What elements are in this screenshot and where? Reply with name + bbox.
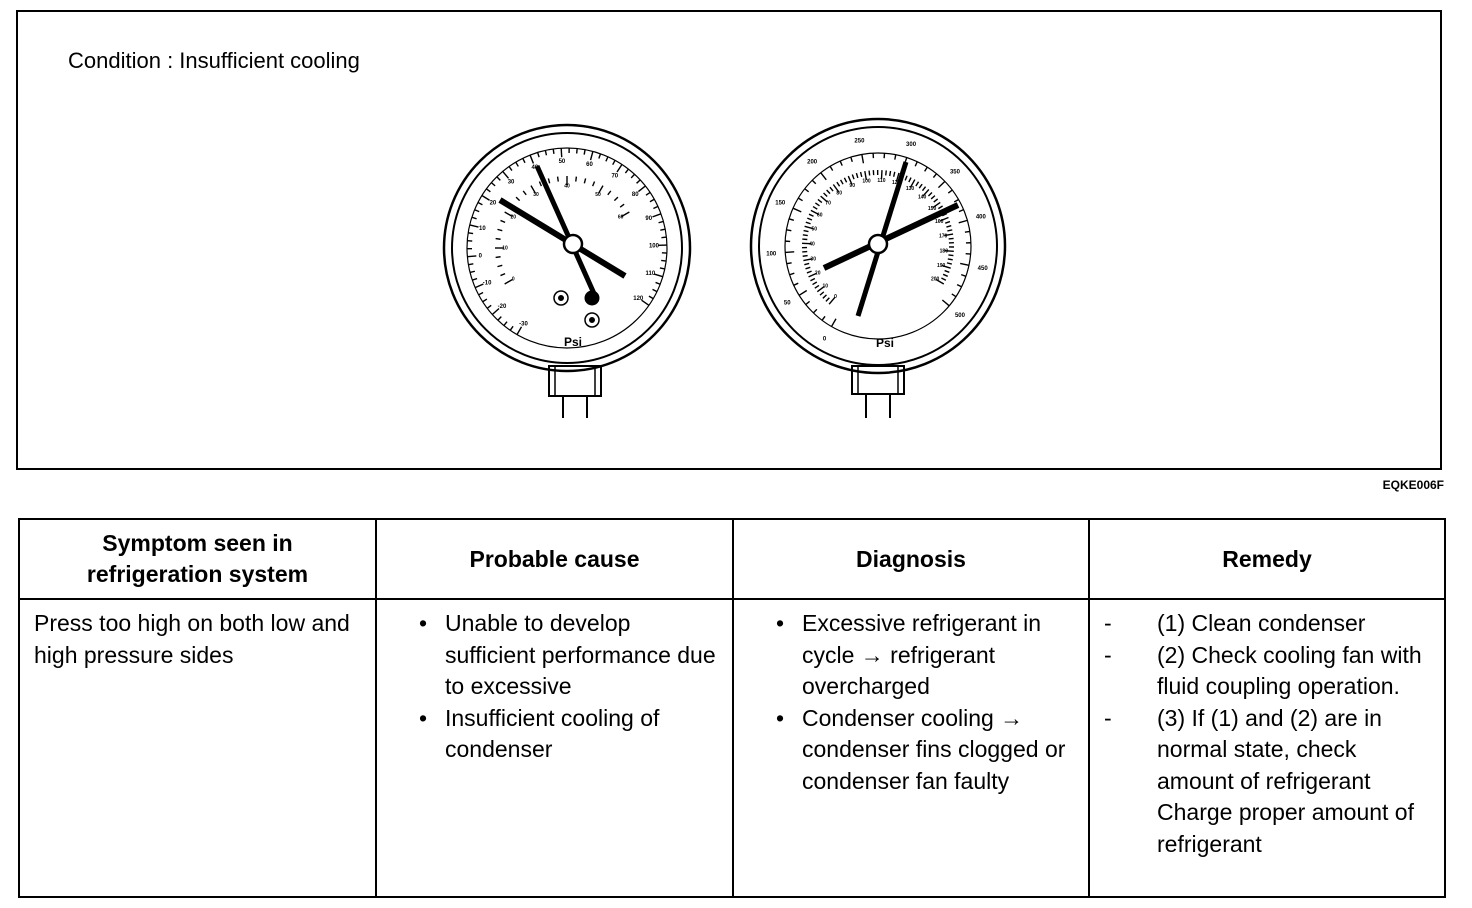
table-row: [19, 599, 1445, 897]
scale-tick: [841, 180, 843, 184]
scale-tick: [957, 285, 961, 287]
scale-tick: [938, 181, 944, 187]
scale-label-high-outer: 250: [854, 138, 865, 145]
scale-tick: [851, 157, 852, 162]
scale-tick: [577, 149, 578, 154]
scale-tick: [959, 220, 968, 222]
scale-label-high-inner: 160: [935, 218, 944, 225]
remedy-cell: [1089, 599, 1445, 897]
scale-tick: [931, 196, 935, 199]
scale-tick: [606, 157, 608, 162]
scale-label-high-inner: 120: [892, 180, 901, 187]
remedy-item: - (1) Clean condenser: [1104, 608, 1430, 640]
scale-tick: [941, 278, 945, 280]
scale-tick: [803, 256, 808, 257]
scale-label-high-outer: 150: [775, 200, 786, 207]
header-symptom: [19, 519, 376, 599]
scale-tick: [806, 222, 811, 224]
scale-tick: [608, 191, 611, 195]
scale-tick: [553, 149, 554, 154]
diagnosis-table: [18, 518, 1446, 898]
scale-tick: [654, 274, 663, 277]
scale-label-high-inner: 40: [809, 241, 815, 248]
scale-tick: [653, 206, 658, 208]
scale-label-low-outer: 50: [558, 159, 566, 166]
scale-tick: [470, 271, 475, 272]
scale-tick: [637, 180, 641, 183]
scale-tick: [530, 155, 533, 163]
scale-label-low-inner: 50: [595, 191, 601, 198]
scale-tick: [938, 206, 942, 209]
scale-tick: [548, 178, 549, 183]
scale-tick: [653, 214, 661, 217]
scale-tick: [638, 186, 645, 192]
scale-label-low-outer: 20: [489, 200, 497, 207]
scale-tick: [952, 294, 956, 297]
scale-tick: [806, 267, 811, 269]
figure-code: EQKE006F: [1382, 478, 1444, 492]
scale-label-high-inner: 150: [927, 205, 937, 212]
scale-tick: [919, 184, 922, 188]
scale-tick: [561, 148, 562, 157]
scale-label-high-inner: 140: [917, 194, 927, 201]
scale-tick: [631, 174, 634, 178]
scale-tick: [500, 220, 505, 222]
scale-tick: [922, 187, 925, 191]
scale-tick: [504, 322, 507, 326]
scale-tick: [844, 178, 846, 182]
scale-label-high-inner: 200: [930, 276, 940, 283]
scale-tick: [614, 197, 618, 201]
scale-tick: [810, 279, 814, 281]
scale-tick: [468, 233, 473, 234]
table-header-row: [19, 519, 1445, 599]
scale-tick: [965, 231, 970, 232]
scale-tick: [895, 155, 896, 160]
scale-tick: [948, 255, 953, 256]
scale-label-high-inner: 50: [811, 226, 818, 233]
scale-tick: [650, 199, 654, 201]
scale-tick: [472, 279, 477, 281]
scale-tick: [497, 265, 502, 266]
header-remedy: Remedy: [1089, 519, 1445, 599]
scale-tick: [947, 230, 952, 231]
scale-label-low-outer: 80: [631, 192, 639, 199]
scale-tick: [478, 202, 482, 204]
scale-tick: [468, 264, 473, 265]
scale-tick: [790, 273, 795, 275]
scale-tick: [617, 164, 622, 172]
scale-tick: [809, 214, 814, 216]
scale-tick: [803, 235, 808, 236]
scale-tick: [894, 172, 895, 177]
scale-label-high-inner: 10: [822, 283, 829, 290]
scale-tick: [516, 162, 519, 166]
scale-tick: [496, 239, 501, 240]
scale-tick: [787, 263, 792, 264]
cause-cell: [376, 599, 733, 897]
scale-tick: [812, 180, 816, 184]
scale-tick: [584, 150, 585, 155]
remedy-item: - (3) If (1) and (2) are in normal state, check amount of refrigerant Charge proper amount of refrigerant: [1104, 703, 1430, 861]
scale-tick: [815, 203, 819, 206]
scale-label-high-inner: 20: [814, 270, 821, 277]
scale-label-high-inner: 130: [905, 185, 915, 192]
scale-tick: [890, 171, 891, 176]
scale-tick: [503, 171, 509, 178]
scale-tick: [486, 189, 490, 192]
scale-tick: [948, 190, 952, 193]
scale-tick: [821, 173, 827, 180]
scale-label-low-outer: -30: [519, 321, 528, 328]
scale-label-high-inner: 170: [939, 233, 948, 240]
scale-tick: [799, 291, 807, 296]
scale-label-low-outer: -20: [497, 303, 507, 310]
scale-tick: [539, 181, 541, 186]
scale-tick: [483, 299, 487, 302]
scale-tick: [954, 200, 958, 203]
scale-label-high-outer: 450: [977, 266, 988, 273]
scale-tick: [591, 151, 593, 160]
scale-tick: [852, 174, 854, 179]
scale-tick: [824, 193, 828, 196]
scale-label-high-inner: 190: [936, 262, 946, 269]
header-cause: Probable cause: [376, 519, 733, 599]
scale-tick: [794, 283, 799, 285]
scale-tick: [823, 295, 827, 298]
scale-tick: [830, 166, 833, 170]
scale-label-low-outer: -10: [482, 280, 492, 287]
scale-tick: [789, 219, 794, 220]
scale-label-high-outer: 300: [906, 142, 917, 149]
scale-tick: [916, 182, 919, 186]
remedy-item: - (2) Check cooling fan with fluid coupling operation.: [1104, 640, 1430, 703]
scale-label-low-inner: 20: [510, 214, 517, 221]
scale-tick: [584, 178, 585, 183]
scale-tick: [467, 256, 476, 257]
scale-tick: [915, 162, 917, 167]
scale-tick: [482, 196, 490, 201]
scale-tick: [909, 178, 911, 183]
scale-tick: [793, 208, 801, 212]
scale-tick: [934, 199, 938, 202]
scale-tick: [656, 282, 661, 284]
scale-label-low-outer: 30: [507, 179, 515, 186]
scale-tick: [861, 172, 862, 177]
scale-tick: [862, 154, 864, 163]
header-symptom-label: Symptom seen in refrigeration system: [86, 530, 309, 587]
scale-tick: [925, 167, 928, 171]
scale-label-low-outer: 110: [645, 270, 656, 277]
scale-label-high-outer: 200: [807, 159, 818, 166]
scale-label-low-outer: 40: [531, 165, 539, 172]
scale-tick: [487, 305, 491, 308]
scale-tick: [961, 275, 966, 277]
scale-label-low-outer: 0: [478, 253, 483, 260]
scale-label-low-inner: 60: [617, 214, 624, 221]
scale-tick: [517, 327, 522, 335]
scale-label-high-inner: 70: [825, 200, 831, 207]
scale-tick: [496, 257, 501, 258]
scale-tick: [820, 292, 824, 295]
scale-tick: [807, 218, 812, 220]
header-diagnosis: Diagnosis: [733, 519, 1089, 599]
scale-tick: [942, 300, 949, 306]
scale-tick: [813, 207, 817, 210]
scale-tick: [500, 274, 505, 276]
scale-tick: [798, 198, 802, 201]
scale-label-low-outer: 60: [586, 161, 593, 168]
scale-tick: [837, 182, 840, 186]
scale-tick: [613, 160, 615, 164]
scale-tick: [576, 177, 577, 182]
scale-label-high-outer: 350: [949, 169, 960, 176]
diagnosis-cell: [733, 599, 1089, 897]
scale-tick: [625, 169, 628, 173]
scale-label-high-inner: 30: [810, 256, 816, 263]
scale-tick: [804, 263, 809, 264]
scale-tick: [491, 183, 495, 186]
scale-tick: [840, 161, 842, 166]
scale-label-low-outer: 120: [633, 295, 644, 302]
scale-label-low-outer: 90: [645, 216, 653, 223]
scale-label-high-inner: 90: [849, 182, 855, 189]
diagnosis-item: • Condenser cooling → condenser fins clogged or condenser fan faulty: [776, 703, 1074, 798]
high-gauge-unit: Psi: [876, 336, 895, 350]
scale-tick: [826, 298, 829, 302]
scale-tick: [949, 238, 954, 239]
scale-tick: [786, 230, 791, 231]
scale-tick: [472, 217, 477, 219]
scale-tick: [510, 326, 513, 330]
scale-label-high-outer: 50: [783, 300, 791, 307]
scale-tick: [497, 177, 501, 181]
scale-label-high-outer: 0: [822, 336, 827, 343]
scale-tick: [827, 190, 830, 194]
scale-tick: [815, 285, 819, 288]
scale-tick: [807, 271, 812, 273]
scale-tick: [804, 231, 809, 232]
scale-tick: [509, 167, 512, 171]
scale-tick: [659, 221, 664, 222]
scale-tick: [933, 174, 936, 178]
scale-label-low-inner: 0: [511, 276, 515, 283]
scale-tick: [653, 289, 658, 291]
condition-label: Condition : Insufficient cooling: [68, 48, 360, 73]
scale-label-high-inner: 80: [836, 190, 842, 197]
scale-tick: [959, 210, 964, 212]
scale-tick: [822, 316, 825, 320]
scale-tick: [886, 170, 887, 175]
scale-tick: [498, 317, 501, 321]
scale-label-low-outer: 100: [648, 243, 659, 250]
scale-tick: [523, 191, 526, 195]
scale-tick: [475, 210, 480, 212]
scale-tick: [943, 274, 948, 276]
symptom-cell: Press too high on both low and high pressure sides: [19, 599, 376, 897]
scale-tick: [806, 301, 810, 304]
scale-label-high-outer: 500: [954, 312, 965, 319]
scale-tick: [928, 192, 932, 196]
scale-label-high-inner: 180: [939, 248, 949, 255]
scale-label-low-inner: 10: [502, 245, 508, 252]
scale-tick: [516, 197, 520, 201]
scale-tick: [785, 252, 794, 253]
scale-label-low-inner: 30: [533, 191, 539, 198]
scale-label-low-inner: 40: [564, 183, 570, 190]
scale-label-high-outer: 400: [975, 214, 986, 221]
scale-tick: [832, 319, 837, 327]
scale-tick: [948, 259, 953, 260]
cause-item: • Unable to develop sufficient performance due to excessive: [419, 608, 718, 703]
scale-tick: [470, 225, 479, 227]
scale-tick: [599, 154, 601, 159]
scale-tick: [818, 199, 822, 202]
scale-tick: [960, 263, 969, 265]
diagnosis-item: • Excessive refrigerant in cycle → refrigerant overcharged: [776, 608, 1074, 703]
scale-tick: [905, 176, 907, 181]
scale-label-high-inner: 0: [834, 294, 837, 301]
scale-tick: [869, 171, 870, 176]
scale-tick: [545, 150, 546, 155]
scale-tick: [538, 152, 539, 157]
scale-label-high-outer: 100: [766, 251, 777, 258]
scale-tick: [646, 192, 650, 195]
scale-label-high-inner: 100: [862, 178, 871, 185]
low-gauge-unit: Psi: [564, 335, 583, 349]
scale-tick: [947, 263, 952, 264]
cause-item: • Insufficient cooling of condenser: [419, 703, 718, 766]
scale-label-high-inner: 110: [877, 177, 886, 184]
scale-tick: [660, 268, 665, 269]
scale-tick: [813, 309, 816, 313]
scale-tick: [523, 158, 525, 162]
scale-tick: [945, 271, 950, 273]
scale-tick: [593, 181, 595, 186]
scale-tick: [946, 226, 951, 227]
scale-tick: [660, 229, 665, 230]
scale-label-high-inner: 60: [816, 212, 823, 219]
scale-tick: [558, 177, 559, 182]
scale-tick: [945, 222, 950, 224]
scale-tick: [497, 229, 502, 230]
scale-tick: [479, 292, 483, 294]
scale-tick: [661, 260, 666, 261]
scale-label-low-outer: 10: [479, 225, 486, 232]
scale-tick: [661, 237, 666, 238]
scale-tick: [620, 204, 624, 207]
high-pressure-gauge: [751, 119, 1005, 418]
scale-tick: [649, 296, 653, 299]
scale-tick: [830, 187, 833, 191]
scale-tick: [856, 173, 857, 178]
scale-tick: [805, 189, 809, 192]
scale-label-low-outer: 70: [611, 173, 619, 180]
scale-tick: [813, 282, 817, 285]
